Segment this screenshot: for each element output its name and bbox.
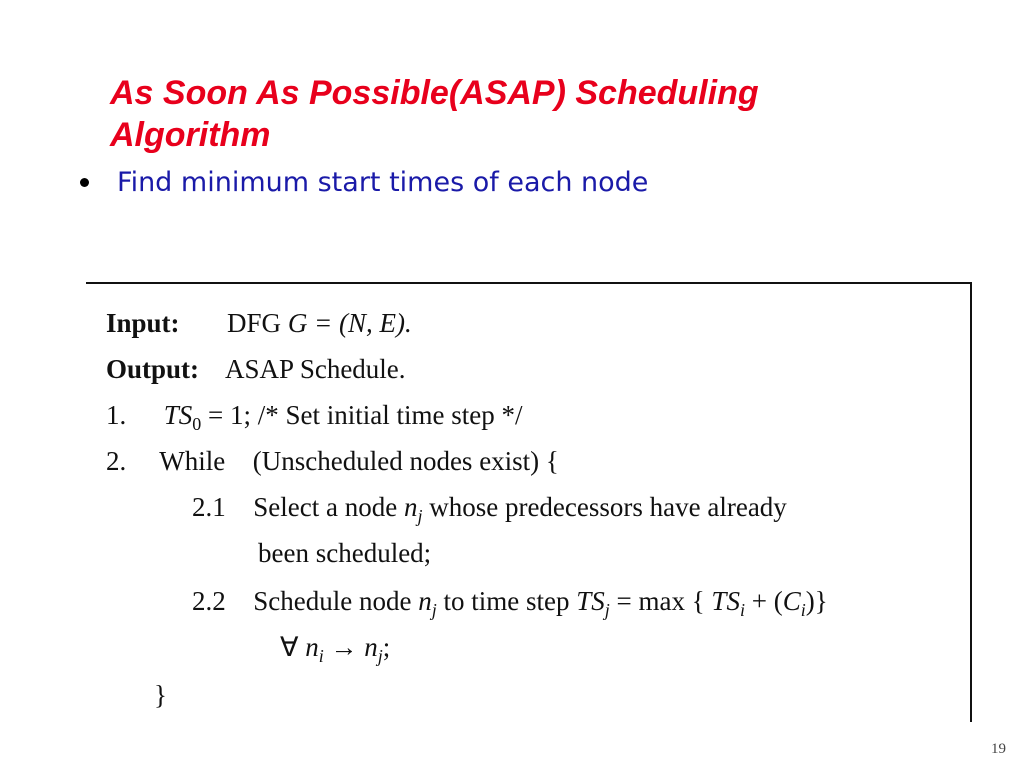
step-2-1-post: whose predecessors have already — [429, 492, 787, 522]
bullet-text: Find minimum start times of each node — [117, 166, 649, 198]
step-2 — [106, 444, 559, 478]
input-value: DFG — [227, 308, 282, 338]
forall-ni-sub: i — [318, 646, 324, 666]
step-2-2-c: C — [782, 586, 801, 616]
input-label: Input: — [106, 308, 180, 338]
step-2-1-pre: Select a node — [253, 492, 398, 522]
step-2-1-var: n — [403, 492, 418, 522]
step-2-2-ts-sub: j — [604, 600, 610, 620]
step-1-rest: = 1; /* Set initial time step */ — [208, 400, 523, 430]
step-2-1-number: 2.1 — [192, 492, 226, 522]
step-2-1-var-sub: j — [417, 506, 423, 526]
slide-title — [110, 72, 910, 156]
output-value: ASAP Schedule. — [225, 354, 406, 384]
step-2-2-pre: Schedule node — [253, 586, 412, 616]
step-2-2-c-sub: i — [800, 600, 806, 620]
slide-title-line-1: As Soon As Possible(ASAP) Scheduling — [110, 74, 759, 112]
step-2-2-ts: TS — [576, 586, 605, 616]
step-2-2-close: )} — [805, 586, 828, 616]
input-graph: G = (N, E). — [287, 308, 412, 338]
forall-end: ; — [382, 632, 391, 662]
step-2-2-mid: to time step — [443, 586, 570, 616]
step-2-2-plus: + ( — [751, 586, 783, 616]
forall-nj: n — [364, 632, 378, 662]
forall-line — [280, 630, 390, 673]
input-line — [106, 306, 412, 340]
step-2-2-var: n — [418, 586, 432, 616]
step-2-2-tsi: TS — [711, 586, 740, 616]
step-2-1 — [192, 490, 787, 533]
output-label: Output: — [106, 354, 200, 384]
step-2-rest: (Unscheduled nodes exist) { — [252, 446, 559, 476]
step-2-2-tsi-sub: i — [739, 600, 745, 620]
bullet-dot-icon — [80, 178, 89, 187]
forall-symbol: ∀ — [280, 632, 299, 662]
step-1-ts: TS — [163, 400, 193, 430]
forall-ni: n — [305, 632, 319, 662]
output-line — [106, 352, 406, 386]
step-2-2-number: 2.2 — [192, 586, 226, 616]
algorithm-box — [86, 282, 972, 722]
step-2-number: 2. — [106, 446, 127, 476]
step-2-2-var-sub: j — [431, 600, 437, 620]
step-1 — [106, 398, 523, 441]
step-1-ts-sub: 0 — [192, 414, 202, 434]
step-2-1-continuation: been scheduled; — [258, 538, 432, 568]
forall-arrow: → — [330, 632, 358, 662]
slide-title-line-2: Algorithm — [110, 116, 271, 154]
bullet-item — [80, 164, 648, 200]
step-2-keyword: While — [159, 446, 226, 476]
step-2-2 — [192, 584, 828, 627]
page-number: 19 — [991, 741, 1006, 757]
closing-brace: } — [154, 680, 167, 710]
forall-nj-sub: j — [377, 646, 383, 666]
step-2-2-eq: = max { — [616, 586, 705, 616]
step-1-number: 1. — [106, 400, 127, 430]
